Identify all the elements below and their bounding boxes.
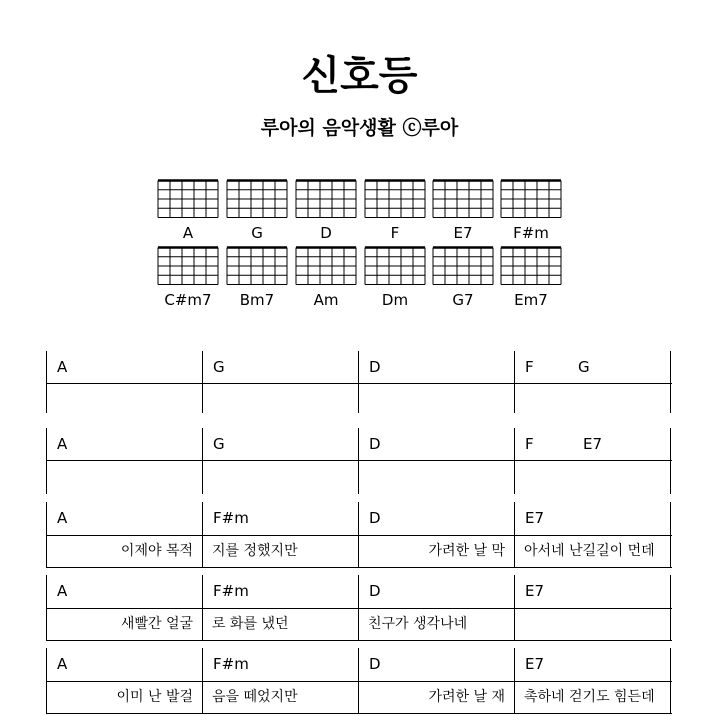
bar-line	[670, 575, 671, 641]
bar-line	[46, 648, 47, 714]
chord-label: F	[525, 358, 534, 376]
chart-row	[46, 575, 672, 641]
bar-line	[46, 502, 47, 568]
chart-row	[46, 428, 672, 494]
chord-label: E7	[525, 655, 545, 673]
bar-line	[202, 351, 203, 413]
chord-diagram-name: A	[182, 224, 194, 242]
lyric-text: 가려한 날 재	[428, 689, 505, 705]
fretboard-grid	[226, 179, 288, 219]
bar-line	[358, 648, 359, 714]
chord-diagram-name: G	[251, 224, 263, 242]
chord-label: A	[57, 509, 68, 527]
chart-row	[46, 648, 672, 714]
lyric-line	[46, 640, 672, 641]
song-title: 신호등	[301, 53, 418, 99]
chord-line	[46, 383, 672, 384]
lyric-text: 지를 정했지만	[212, 543, 298, 559]
chart-row	[46, 351, 672, 413]
chord-label: D	[369, 655, 381, 673]
fretboard-grid	[432, 179, 494, 219]
bar-line	[358, 351, 359, 413]
bar-line	[202, 648, 203, 714]
chord-label: E7	[583, 435, 603, 453]
bar-line	[202, 575, 203, 641]
fretboard-grid	[364, 179, 426, 219]
chord-diagram-name: Bm7	[239, 291, 275, 309]
chord-label: E7	[525, 509, 545, 527]
chord-line	[46, 681, 672, 682]
chord-diagram-name: D	[320, 224, 332, 242]
fretboard-grid	[500, 179, 562, 219]
lyric-line	[46, 567, 672, 568]
chord-diagram-name: Em7	[514, 291, 548, 309]
lyric-text: 가려한 날 막	[428, 543, 505, 559]
chord-diagram-name: Dm	[381, 291, 409, 309]
fretboard-grid	[157, 246, 219, 286]
chord-label: D	[369, 435, 381, 453]
bar-line	[514, 428, 515, 494]
chord-label: F#m	[213, 509, 249, 527]
chord-line	[46, 460, 672, 461]
bar-line	[202, 502, 203, 568]
bar-line	[514, 575, 515, 641]
chord-diagram	[432, 179, 494, 242]
chord-label: E7	[525, 582, 545, 600]
bar-line	[46, 575, 47, 641]
chord-label: A	[57, 582, 68, 600]
chord-label: D	[369, 358, 381, 376]
fretboard-grid	[500, 246, 562, 286]
lyric-text: 이미 난 발걸	[116, 689, 193, 705]
chord-diagram	[295, 246, 357, 309]
chord-label: F	[525, 435, 534, 453]
lyric-text: 새빨간 얼굴	[120, 616, 193, 632]
bar-line	[670, 428, 671, 494]
fretboard-grid	[226, 246, 288, 286]
chord-label: D	[369, 509, 381, 527]
bar-line	[46, 351, 47, 413]
chord-diagram	[226, 179, 288, 242]
chord-diagram	[432, 246, 494, 309]
bar-line	[514, 502, 515, 568]
chord-line	[46, 535, 672, 536]
chord-label: A	[57, 655, 68, 673]
lyric-text: 음을 떼었지만	[212, 689, 298, 705]
bar-line	[514, 351, 515, 413]
bar-line	[358, 575, 359, 641]
chord-diagram-name: F	[390, 224, 400, 242]
chord-label: G	[578, 358, 590, 376]
lyric-text: 로 화를 냈던	[212, 616, 289, 632]
fretboard-grid	[295, 246, 357, 286]
chord-label: A	[57, 358, 68, 376]
bar-line	[46, 428, 47, 494]
chord-diagram-name: E7	[453, 224, 473, 242]
fretboard-grid	[295, 179, 357, 219]
chart-row	[46, 502, 672, 568]
chord-label: G	[213, 435, 225, 453]
bar-line	[670, 502, 671, 568]
chord-line	[46, 608, 672, 609]
bar-line	[202, 428, 203, 494]
chord-label: F#m	[213, 582, 249, 600]
chord-diagram	[500, 246, 562, 309]
bar-line	[514, 648, 515, 714]
lyric-text: 아서네 난길길이 먼데	[524, 543, 655, 559]
chord-diagram	[157, 179, 219, 242]
fretboard-grid	[157, 179, 219, 219]
chord-diagram	[226, 246, 288, 309]
bar-line	[670, 648, 671, 714]
chord-diagram-name: C#m7	[164, 291, 212, 309]
fretboard-grid	[364, 246, 426, 286]
chord-label: F#m	[213, 655, 249, 673]
fretboard-grid	[432, 246, 494, 286]
chord-diagram	[157, 246, 219, 309]
bar-line	[358, 428, 359, 494]
chord-label: G	[213, 358, 225, 376]
bar-line	[358, 502, 359, 568]
chord-diagram	[295, 179, 357, 242]
lyric-line	[46, 713, 672, 714]
lyric-text: 이제야 목적	[120, 543, 193, 559]
chord-label: D	[369, 582, 381, 600]
lyric-text: 친구가 생각나네	[368, 616, 468, 632]
chord-diagram	[364, 179, 426, 242]
chord-diagram	[500, 179, 562, 242]
chord-diagram	[364, 246, 426, 309]
bar-line	[670, 351, 671, 413]
chord-diagram-name: F#m	[513, 224, 549, 242]
chord-label: A	[57, 435, 68, 453]
chord-diagram-name: Am	[313, 291, 339, 309]
lyric-text: 촉하네 걷기도 힘든데	[524, 689, 655, 705]
chord-diagram-name: G7	[452, 291, 474, 309]
song-subtitle: 루아의 음악생활 ⓒ루아	[260, 117, 459, 139]
